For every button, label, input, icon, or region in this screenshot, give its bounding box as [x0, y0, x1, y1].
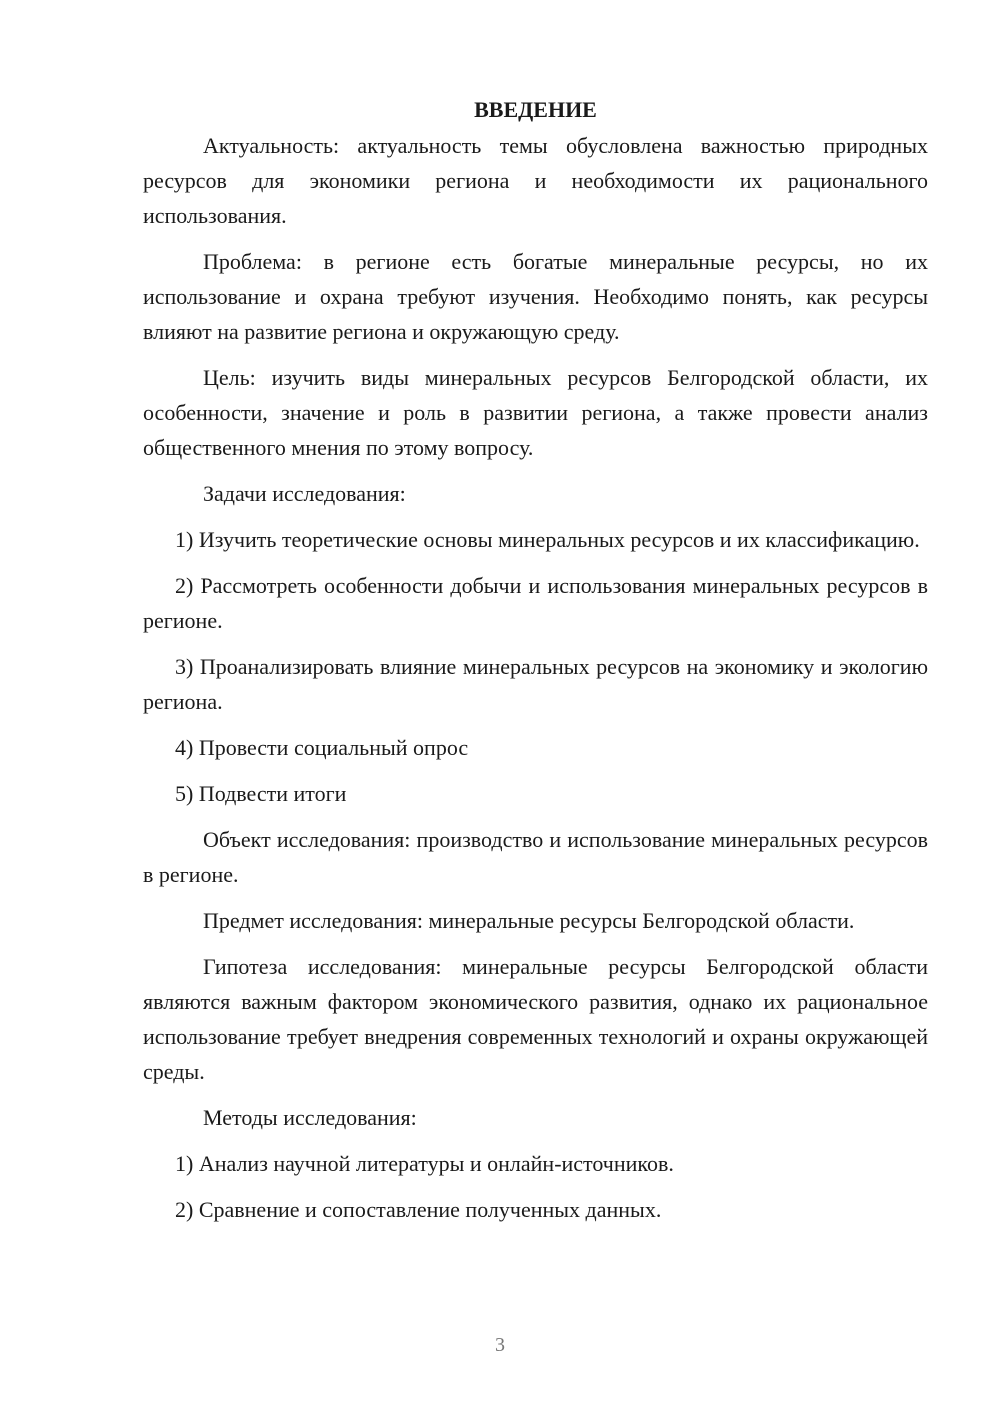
paragraph-relevance: Актуальность: актуальность темы обусловлена важностью природных ресурсов для экономики региона и необходимости их рационального использования.	[143, 133, 928, 228]
paragraph-goal: Цель: изучить виды минеральных ресурсов Белгородской области, их особенности, значение и роль в развитии региона, а также провести анализ общественного мнения по этому вопросу.	[143, 365, 928, 460]
paragraph-problem: Проблема: в регионе есть богатые минеральные ресурсы, но их использование и охрана требуют изучения. Необходимо понять, как ресурсы влияют на развитие региона и окружающую среду.	[143, 249, 928, 344]
paragraph-methods-heading: Методы исследования:	[203, 1105, 417, 1130]
task-item-2: 2) Рассмотреть особенности добычи и использования минеральных ресурсов в регионе.	[143, 573, 928, 633]
task-item-1: 1) Изучить теоретические основы минеральных ресурсов и их классификацию.	[175, 527, 920, 552]
paragraph-object: Объект исследования: производство и использование минеральных ресурсов в регионе.	[143, 827, 928, 887]
method-item-1: 1) Анализ научной литературы и онлайн-источников.	[175, 1151, 674, 1176]
paragraph-tasks-heading: Задачи исследования:	[203, 481, 406, 506]
paragraph-subject: Предмет исследования: минеральные ресурсы Белгородской области.	[203, 908, 855, 933]
page-content	[143, 92, 928, 1238]
method-item-2: 2) Сравнение и сопоставление полученных данных.	[175, 1197, 662, 1222]
task-item-3: 3) Проанализировать влияние минеральных ресурсов на экономику и экологию региона.	[143, 654, 928, 714]
task-item-5: 5) Подвести итоги	[175, 781, 347, 806]
page-number: 3	[495, 1334, 505, 1356]
page-title: ВВЕДЕНИЕ	[474, 97, 597, 122]
paragraph-hypothesis: Гипотеза исследования: минеральные ресурсы Белгородской области являются важным фактором экономического развития, однако их рациональное использование требует внедрения современных технологий и охраны окружающей среды.	[143, 954, 928, 1084]
task-item-4: 4) Провести социальный опрос	[175, 735, 469, 760]
